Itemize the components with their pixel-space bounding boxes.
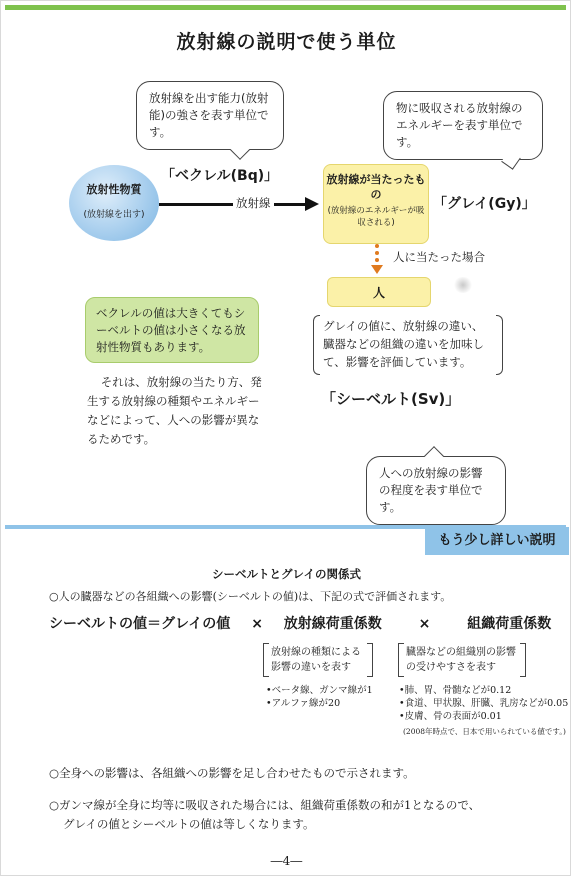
intro-line: ○人の臓器などの各組織への影響(シーベルトの値)は、下記の式で評価されます。 — [49, 590, 452, 603]
list-item: •ベータ線、ガンマ線が1 — [266, 685, 373, 696]
section-tab: もう少し詳しい説明 — [425, 527, 569, 555]
unit-becquerel: 「ベクレル(Bq)」 — [161, 168, 279, 184]
unit-gray: 「グレイ(Gy)」 — [433, 196, 536, 212]
becquerel-note-box: ベクレルの値は大きくてもシーベルトの値は小さくなる放射性物質もあります。 — [85, 297, 259, 363]
callout-tail — [230, 140, 250, 160]
arrow-label: 放射線 — [233, 195, 274, 211]
list-item: •皮膚、骨の表面が0.01 — [399, 711, 502, 722]
year-note: (2008年時点で、日本で用いられている値です。) — [403, 727, 566, 736]
page-title: 放射線の説明で使う単位 — [176, 31, 397, 53]
radioactive-material-circle — [69, 165, 159, 241]
tissue-bullets — [399, 684, 568, 723]
formula-times: × — [251, 616, 263, 632]
radiation-factor-desc: 放射線の種類による影響の違いを表す — [263, 643, 373, 677]
callout-tail — [424, 446, 444, 466]
top-rule — [5, 5, 566, 10]
gamma-line-1: ○ガンマ線が全身に均等に吸収された場合には、組織荷重係数の和が1となるので、 — [49, 798, 481, 812]
explanation-text: それは、放射線の当たり方、発生する放射線の種類やエネルギーなどによって、人への影響が異なるためです。 — [87, 375, 262, 446]
list-item: •アルファ線が20 — [266, 698, 341, 709]
source-sub: (放射線を出す) — [83, 210, 145, 220]
radiation-bullets — [266, 684, 373, 710]
callout-becquerel-text: 放射線を出す能力(放射能)の強さを表す単位です。 — [149, 91, 269, 139]
down-arrow-label: 人に当たった場合 — [393, 250, 485, 264]
page-number: ―4― — [270, 854, 303, 868]
formula-part3: 組織荷重係数 — [467, 616, 552, 632]
tissue-factor-desc: 臓器などの組織別の影響の受けやすさを表す — [398, 643, 526, 677]
gamma-line-2: グレイの値とシーベルトの値は等しくなります。 — [63, 817, 315, 831]
hit-object-box — [323, 164, 429, 244]
smudge-mark — [453, 277, 473, 293]
dotted-arrow — [375, 244, 379, 265]
callout-sievert-text: 人への放射線の影響の程度を表す単位です。 — [379, 466, 483, 514]
unit-sievert: 「シーベルト(Sv)」 — [321, 390, 461, 408]
callout-sievert — [366, 456, 506, 525]
list-item: •肺、胃、骨髄などが0.12 — [399, 685, 512, 696]
source-title: 放射性物質 — [86, 183, 142, 196]
formula-times: × — [418, 616, 431, 632]
arrow-head-icon — [305, 197, 319, 211]
callout-becquerel — [136, 81, 284, 150]
hit-title: 放射線が当たったもの — [326, 173, 426, 201]
hit-sub: (放射線のエネルギーが吸収される) — [327, 206, 425, 228]
gray-note: グレイの値に、放射線の違い、臓器などの組織の違いを加味して、影響を評価しています。 — [313, 315, 503, 375]
dotted-arrow-head-icon — [371, 265, 383, 274]
formula-part1: シーベルトの値＝グレイの値 — [49, 616, 231, 632]
person-box: 人 — [327, 277, 431, 307]
list-item: •食道、甲状腺、肝臓、乳房などが0.05 — [399, 698, 569, 709]
whole-body-line: ○全身への影響は、各組織への影響を足し合わせたもので示されます。 — [49, 766, 415, 780]
callout-tail — [501, 150, 520, 169]
formula — [49, 613, 551, 633]
formula-part2: 放射線荷重係数 — [283, 616, 382, 632]
callout-gray — [383, 91, 543, 160]
callout-gray-text: 物に吸収される放射線のエネルギーを表す単位です。 — [396, 101, 523, 149]
section-heading: シーベルトとグレイの関係式 — [212, 567, 361, 581]
